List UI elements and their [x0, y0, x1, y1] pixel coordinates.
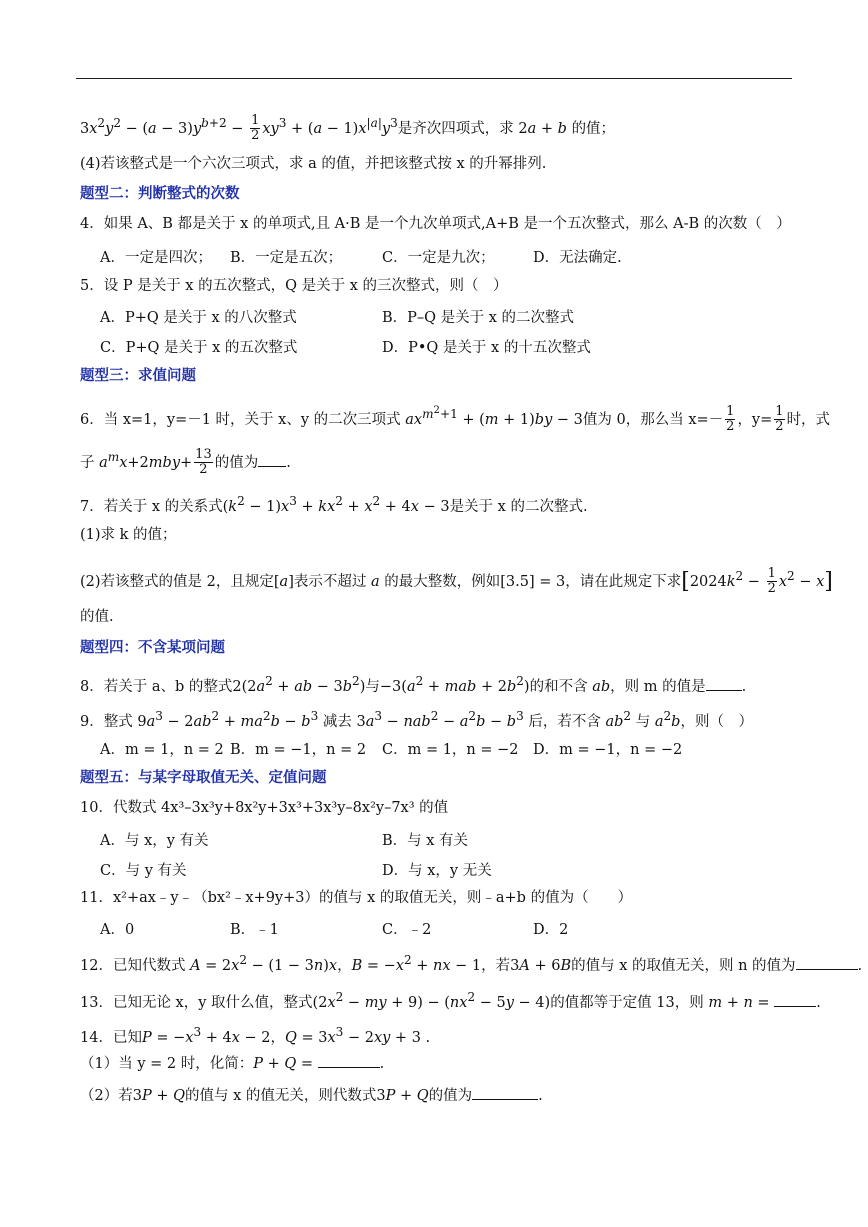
q5-option-a: A．P+Q 是关于 x 的八次整式 — [100, 310, 297, 326]
q4-option-a: A．一定是四次； — [100, 250, 212, 266]
q5-option-c: C．P+Q 是关于 x 的五次整式 — [100, 340, 298, 356]
q4-option-b: B．一定是五次； — [230, 250, 343, 266]
q12-answer-blank[interactable] — [796, 969, 858, 970]
q11-option-a: A．0 — [100, 922, 135, 938]
q10-option-a: A．与 x，y 有关 — [100, 833, 209, 849]
q7-part2: (2)若该整式的值是 2，且规定[a]表示不超过 a 的最大整数，例如[3.5] = 3，请在此规定下求[$2024k^2$ − $\frac{1}{2}$ $x^2 - x$] — [80, 566, 833, 597]
q14-part2-answer-blank[interactable] — [472, 1099, 538, 1100]
q13-stem: 13．已知无论 x，y 取什么值，整式($2x^2$ − my + $9) - (nx^2 - 5y - 4)$的值都等于定值 13，则 m + n = . — [80, 990, 821, 1011]
q5-option-d: D．P•Q 是关于 x 的十五次整式 — [382, 340, 591, 356]
q9-stem: 9．整式 $9a^3 - 2ab^2 + ma^2b - b^3$ 减去 $3a^3 - nab^2 - a^2b - b^3$ 后，若不含 $ab^2$ 与 $a^2b$，则（ ） — [80, 709, 753, 730]
q7-stem: 7．若关于 x 的关系式$(k^2 - 1)x^3 + kx^2 + x^2 + 4x - 3$是关于 x 的二次整式. — [80, 494, 588, 515]
q7-part1: (1)求 k 的值； — [80, 527, 177, 543]
q5-stem: 5．设 P 是关于 x 的五次整式，Q 是关于 x 的三次整式，则（ ） — [80, 278, 508, 294]
q11-option-b: B．﹣1 — [230, 922, 279, 938]
q8-stem: 8．若关于 a、b 的整式$2(2a^2$ + ab − $3b^2$)与$-3(a^2$ + mab + $2b^2$)的和不含 ab，则 m 的值是 . — [80, 674, 747, 695]
q5-option-b: B．P–Q 是关于 x 的二次整式 — [382, 310, 575, 326]
q3-continuation: $3x^2y^2 - (a - 3)y^{b+2}$ − $\frac{1}{2}$ $xy^3 + (a - 1)x^{|a|}y^3$是齐次四项式，求 2a + b 的值； — [80, 113, 616, 144]
q14-stem: 14．已知$P = -x^3 + 4x - 2$，$Q = 3x^3 - 2xy + 3$ . — [80, 1025, 431, 1046]
q10-option-c: C．与 y 有关 — [100, 863, 187, 879]
q14-part1-answer-blank[interactable] — [318, 1067, 380, 1068]
q10-option-b: B．与 x 有关 — [382, 833, 469, 849]
header-rule — [76, 78, 792, 79]
q8-answer-blank[interactable] — [706, 690, 742, 691]
q7-part2-end: 的值. — [80, 609, 114, 625]
section-title-3: 题型三：求值问题 — [80, 368, 196, 384]
q11-option-d: D．2 — [533, 922, 569, 938]
q3-part4: (4)若该整式是一个六次三项式，求 a 的值，并把该整式按 x 的升幂排列. — [80, 156, 547, 172]
q9-option-b: B．m = −1，n = 2 — [230, 742, 367, 758]
q4-option-d: D．无法确定. — [533, 250, 622, 266]
q11-option-c: C．﹣2 — [382, 922, 432, 938]
q14-part1: （1）当 y = 2 时，化简：P + Q = . — [80, 1056, 385, 1072]
section-title-5: 题型五：与某字母取值无关、定值问题 — [80, 770, 327, 786]
q10-option-d: D．与 x，y 无关 — [382, 863, 492, 879]
q6-line1: 6．当 x=1，y=－1 时，关于 x、y 的二次三项式 $ax^{m^2+1} + (m + 1)by - 3$值为 0，那么当 x=－ $\frac{1}{2}$ ，y= $\frac{1}{2}$ 时，式 — [80, 404, 831, 435]
q4-stem: 4．如果 A、B 都是关于 x 的单项式,且 A·B 是一个九次单项式,A+B 是一个五次整式，那么 A-B 的次数（ ） — [80, 216, 791, 232]
q11-stem: 11．x²+ax﹣y﹣（bx²﹣x+9y+3）的值与 x 的取值无关，则﹣a+b 的值为（ ） — [80, 890, 633, 906]
q6-line2: 子 $a^mx+2mby+$ $\frac{13}{2}$ 的值为 . — [80, 447, 291, 478]
section-title-4: 题型四：不含某项问题 — [80, 640, 225, 656]
q14-part2: （2）若3P + Q的值与 x 的值无关，则代数式3P + Q的值为 . — [80, 1088, 543, 1104]
q9-option-c: C．m = 1，n = −2 — [382, 742, 519, 758]
q9-option-d: D．m = −1，n = −2 — [533, 742, 683, 758]
q4-option-c: C．一定是九次； — [382, 250, 495, 266]
q10-stem: 10．代数式 4x³–3x³y+8x²y+3x³+3x³y–8x²y–7x³ 的值 — [80, 800, 449, 816]
q13-answer-blank[interactable] — [774, 1006, 816, 1007]
q9-option-a: A．m = 1，n = 2 — [100, 742, 224, 758]
q12-stem: 12．已知代数式 $A = 2x^2 - (1 - 3n)x$，$B = -x^2$ + nx − 1，若3A + 6B的值与 x 的取值无关，则 n 的值为 . — [80, 953, 863, 974]
q6-answer-blank[interactable] — [258, 466, 286, 467]
section-title-2: 题型二：判断整式的次数 — [80, 186, 240, 202]
